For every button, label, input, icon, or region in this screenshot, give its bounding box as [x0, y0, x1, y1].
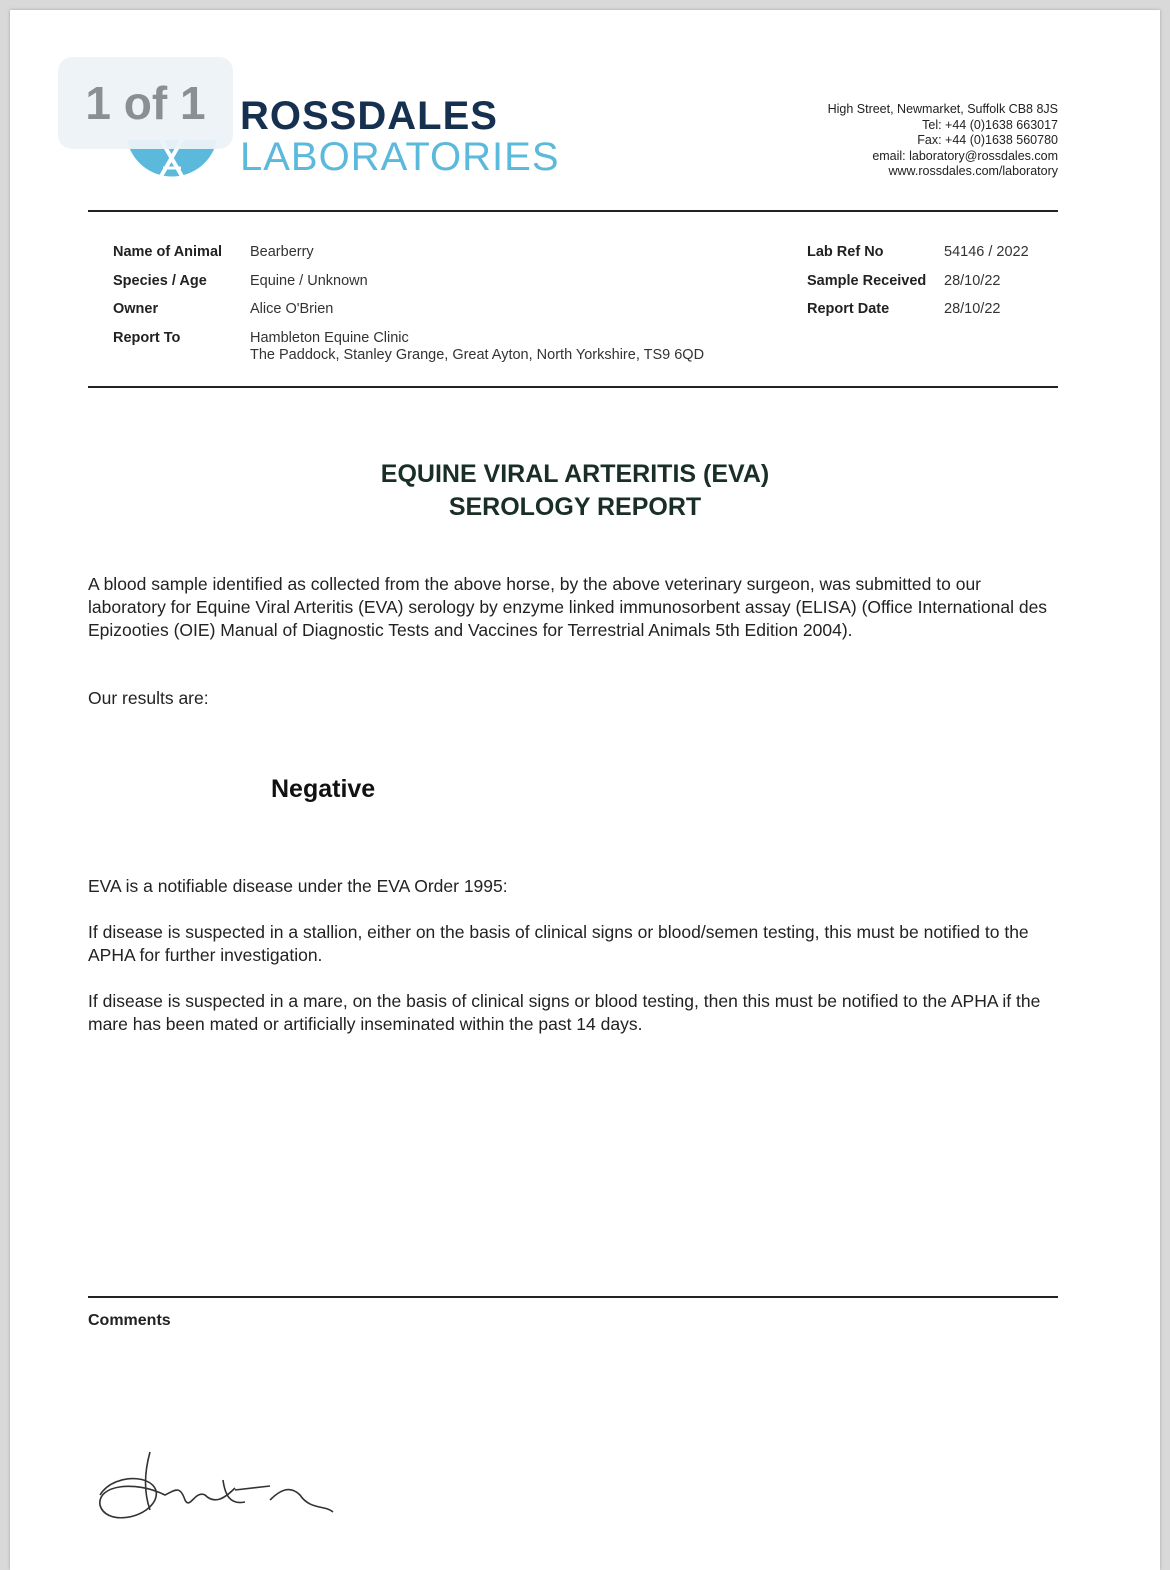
address: High Street, Newmarket, Suffolk CB8 8JS: [827, 102, 1058, 116]
sample-received: 28/10/22: [944, 273, 1001, 289]
divider: [88, 386, 1058, 388]
title-line-1: EQUINE VIRAL ARTERITIS (EVA): [380, 460, 770, 488]
brand-subtitle: LABORATORIES: [240, 135, 560, 179]
lab-ref: 54146 / 2022: [944, 244, 1029, 260]
mare-text: If disease is suspected in a mare, on the basis of clinical signs or blood testing, then this must be notified to the APHA if the mare has been mated or artificially inseminated within the past 14 days.: [88, 991, 1041, 1034]
notifiable-text: EVA is a notifiable disease under the EVA Order 1995:: [88, 876, 508, 896]
name-label: Name of Animal: [113, 244, 223, 260]
report-to-address: The Paddock, Stanley Grange, Great Ayton, North Yorkshire, TS9 6QD: [250, 347, 705, 363]
owner: Alice O'Brien: [250, 301, 334, 317]
intro-paragraph: A blood sample identified as collected from the above horse, by the above veterinary surgeon, was submitted to our laboratory for Equine Viral Arteritis (EVA) serology by enzyme linked immunosorbent assay (ELISA) (Office International des Epizooties (OIE) Manual of Diagnostic Tests and Vaccines for Terrestrial Animals 5th Edition 2004).: [88, 574, 1048, 640]
report-date-label: Report Date: [807, 301, 890, 317]
stallion-text: If disease is suspected in a stallion, either on the basis of clinical signs or blood/semen testing, this must be notified to the APHA for further investigation.: [88, 922, 1029, 965]
report-date: 28/10/22: [944, 301, 1001, 317]
owner-label: Owner: [113, 301, 159, 317]
lab-ref-label: Lab Ref No: [807, 244, 884, 260]
contact-block: [828, 102, 1058, 180]
divider: [88, 210, 1058, 212]
divider: [88, 1296, 1058, 1298]
comments-label: Comments: [88, 1312, 171, 1329]
fax: Fax: +44 (0)1638 560780: [917, 133, 1058, 147]
page-indicator: 1 of 1: [58, 57, 233, 149]
species-age: Equine / Unknown: [250, 273, 368, 289]
report-to-label: Report To: [113, 330, 181, 346]
report-to-clinic: Hambleton Equine Clinic: [250, 330, 409, 346]
signature: [95, 1450, 345, 1530]
animal-name: Bearberry: [250, 244, 314, 260]
sample-received-label: Sample Received: [807, 273, 927, 289]
report-title: [0, 458, 1150, 524]
results-intro: Our results are:: [88, 688, 209, 708]
tel: Tel: +44 (0)1638 663017: [922, 117, 1058, 132]
result-value: Negative: [271, 775, 376, 803]
website: www.rossdales.com/laboratory: [888, 164, 1058, 178]
species-label: Species / Age: [113, 273, 207, 289]
title-line-2: SEROLOGY REPORT: [448, 493, 702, 521]
brand-name: ROSSDALES: [240, 94, 498, 138]
email: email: laboratory@rossdales.com: [872, 148, 1058, 163]
